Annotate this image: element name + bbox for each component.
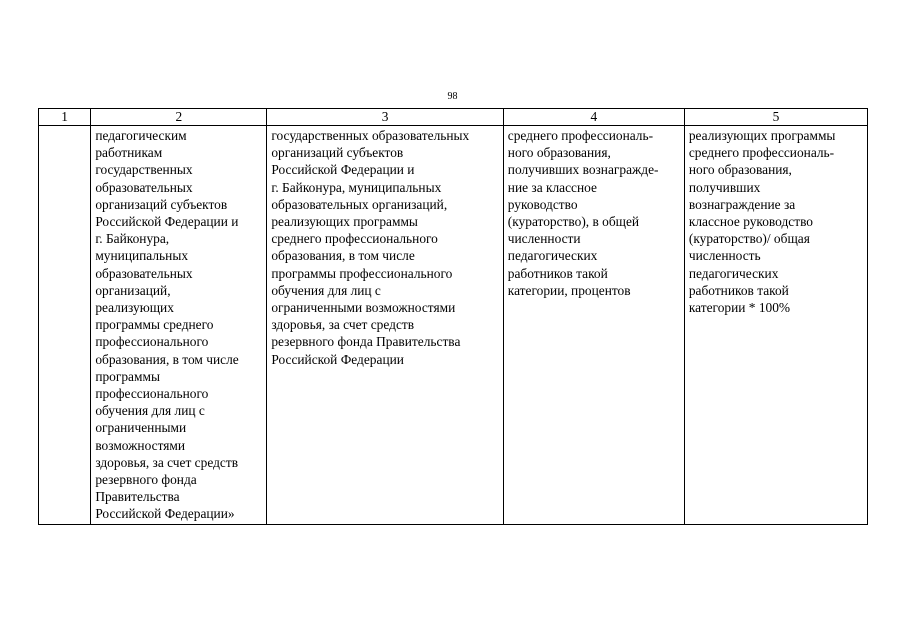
column-number-2: 2 xyxy=(91,109,267,126)
table-cell-col3: государственных образовательных организаций субъектов Российской Федерации и г. Байконура, муниципальных образовательных организаций, реализующих программы среднего профессионального образования, в том числе программы профессионального обучения для лиц с ограниченными возможностями здоровья, за счет средств резервного фонда Правительства Российской Федерации xyxy=(267,126,503,525)
table-cell-col1 xyxy=(39,126,91,525)
column-number-1: 1 xyxy=(39,109,91,126)
document-table xyxy=(38,108,868,525)
page-number: 98 xyxy=(447,91,458,102)
table-cell-col2: педагогическим работникам государственных образовательных организаций субъектов Российской Федерации и г. Байконура, муниципальных образовательных организаций, реализующих программы среднего профессионального образования, в том числе программы профессионального обучения для лиц с ограниченными возможностями здоровья, за счет средств резервного фонда Правительства Российской Федерации» xyxy=(91,126,267,525)
table-row xyxy=(39,126,868,525)
table-cell-col5: реализующих программы среднего профессиональ- ного образования, получивших вознаграждение за классное руководство (кураторство)/ общая численность педагогических работников такой категории * 100% xyxy=(684,126,867,525)
column-number-row xyxy=(39,109,868,126)
column-number-3: 3 xyxy=(267,109,503,126)
table-cell-col4: среднего профессиональ- ного образования, получивших вознагражде- ние за классное руководство (кураторство), в общей численности педагогических работников такой категории, процентов xyxy=(503,126,684,525)
column-number-5: 5 xyxy=(684,109,867,126)
column-number-4: 4 xyxy=(503,109,684,126)
